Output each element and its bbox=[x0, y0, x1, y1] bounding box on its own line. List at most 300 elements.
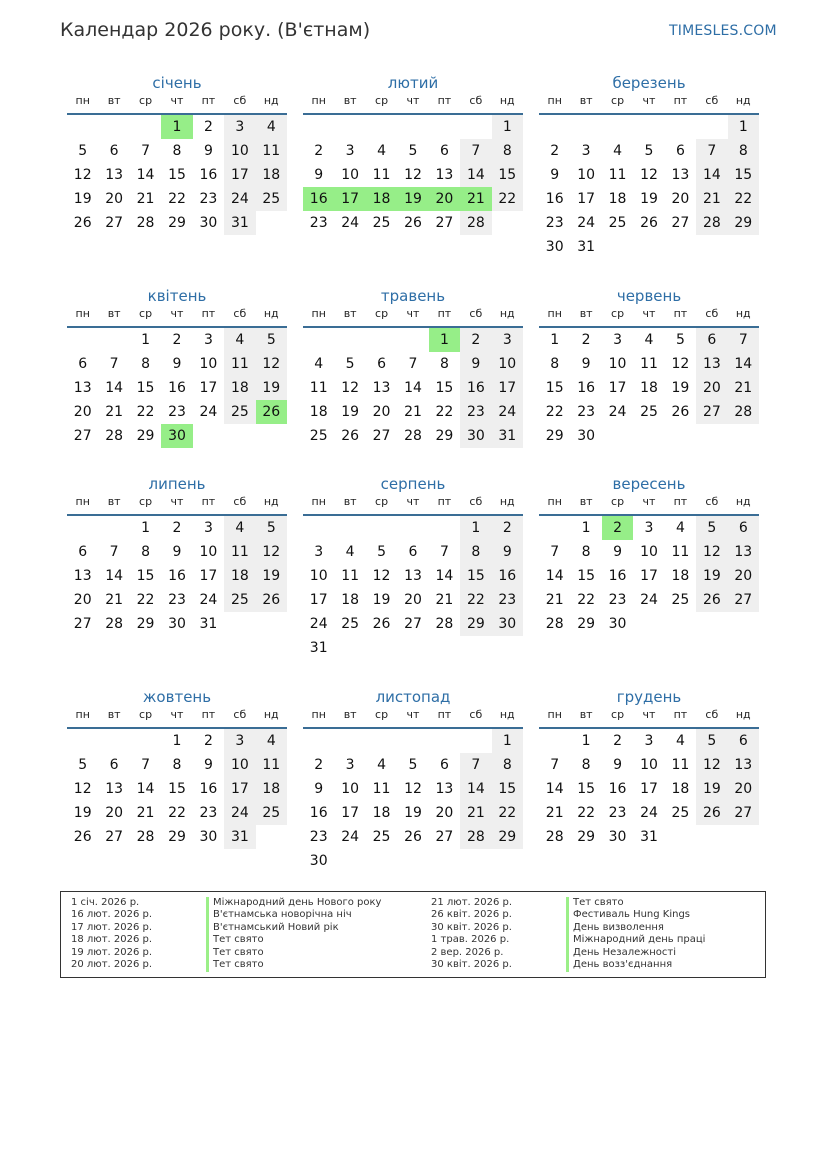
weekday-header bbox=[539, 495, 759, 511]
day-cell: 2 bbox=[172, 332, 182, 348]
day-cell: 11 bbox=[372, 781, 391, 797]
weekday-label: сб bbox=[705, 94, 719, 107]
day-cell: 19 bbox=[640, 191, 658, 207]
weekend-day-cell: 5 bbox=[256, 516, 287, 540]
day-cell: 20 bbox=[372, 404, 391, 420]
day-cell: 23 bbox=[168, 404, 186, 420]
weekend-day-cell: 26 bbox=[696, 588, 727, 612]
weekday-label: пт bbox=[673, 307, 688, 320]
weekday-label: чт bbox=[170, 708, 184, 721]
legend-entry bbox=[61, 959, 761, 972]
weekday-label: сб bbox=[469, 307, 483, 320]
weekend-day-cell: 24 bbox=[492, 400, 523, 424]
day-cell: 22 bbox=[168, 191, 186, 207]
weekday-label: чт bbox=[170, 94, 184, 107]
day-cell: 9 bbox=[613, 757, 623, 773]
weekend-day-cell: 14 bbox=[460, 163, 491, 187]
day-cell: 23 bbox=[199, 191, 218, 207]
day-cell: 24 bbox=[341, 829, 360, 845]
day-cell: 10 bbox=[309, 568, 328, 584]
month-name: травень bbox=[380, 287, 446, 305]
weekend-day-cell: 22 bbox=[460, 588, 491, 612]
day-cell: 9 bbox=[550, 167, 560, 183]
day-grid bbox=[67, 516, 287, 661]
day-cell: 25 bbox=[309, 428, 328, 444]
day-cell: 15 bbox=[168, 167, 186, 183]
weekend-day-cell: 19 bbox=[256, 564, 287, 588]
day-cell: 16 bbox=[168, 568, 186, 584]
day-cell: 28 bbox=[435, 616, 454, 632]
legend-holiday-name: День Незалежності bbox=[566, 947, 676, 960]
weekday-label: пн bbox=[547, 495, 562, 508]
day-cell: 6 bbox=[439, 757, 449, 773]
weekday-label: сб bbox=[233, 495, 247, 508]
month-name: квітень bbox=[147, 287, 207, 305]
weekend-day-cell: 4 bbox=[224, 516, 255, 540]
day-cell: 27 bbox=[105, 829, 124, 845]
day-cell: 27 bbox=[435, 215, 454, 231]
day-cell: 2 bbox=[203, 733, 213, 749]
day-cell: 8 bbox=[141, 544, 151, 560]
weekend-day-cell: 28 bbox=[460, 211, 491, 235]
day-cell: 22 bbox=[136, 404, 155, 420]
day-cell: 26 bbox=[404, 215, 422, 231]
day-cell: 30 bbox=[199, 215, 218, 231]
weekend-day-cell: 28 bbox=[460, 825, 491, 849]
weekday-label: ср bbox=[139, 94, 153, 107]
weekend-day-cell: 12 bbox=[256, 540, 287, 564]
weekday-label: сб bbox=[233, 708, 247, 721]
day-cell: 24 bbox=[608, 404, 627, 420]
day-cell: 1 bbox=[141, 520, 151, 536]
day-cell: 26 bbox=[671, 404, 690, 420]
day-grid bbox=[539, 516, 759, 661]
day-cell: 19 bbox=[372, 592, 391, 608]
day-cell: 14 bbox=[545, 781, 564, 797]
weekday-label: сб bbox=[469, 708, 483, 721]
weekday-label: чт bbox=[642, 94, 656, 107]
weekend-day-cell: 7 bbox=[460, 753, 491, 777]
holiday-day-cell: 16 bbox=[303, 187, 334, 211]
weekend-day-cell: 12 bbox=[696, 753, 727, 777]
weekend-day-cell: 27 bbox=[728, 588, 759, 612]
day-cell: 10 bbox=[341, 167, 360, 183]
weekday-label: сб bbox=[705, 495, 719, 508]
holiday-day-cell: 17 bbox=[334, 187, 365, 211]
day-cell: 25 bbox=[640, 404, 658, 420]
day-cell: 12 bbox=[341, 380, 360, 396]
day-cell: 2 bbox=[314, 757, 324, 773]
weekend-day-cell: 15 bbox=[492, 163, 523, 187]
legend-date: 17 лют. 2026 р. bbox=[71, 921, 153, 933]
day-cell: 13 bbox=[435, 167, 454, 183]
weekday-label: нд bbox=[263, 495, 279, 508]
day-cell: 13 bbox=[372, 380, 391, 396]
day-cell: 6 bbox=[408, 544, 418, 560]
day-cell: 11 bbox=[671, 544, 690, 560]
day-cell: 10 bbox=[640, 544, 658, 560]
legend-holiday-name: Тет свято bbox=[206, 959, 264, 972]
weekend-day-cell: 8 bbox=[728, 139, 759, 163]
month-name: вересень bbox=[612, 475, 686, 493]
weekday-label: сб bbox=[233, 307, 247, 320]
weekday-label: сб bbox=[233, 94, 247, 107]
day-cell: 8 bbox=[172, 143, 182, 159]
weekday-label: нд bbox=[263, 708, 279, 721]
weekday-label: ср bbox=[375, 94, 389, 107]
legend-holiday-name: В'єтнамський Новий рік bbox=[206, 922, 339, 935]
weekend-day-cell: 28 bbox=[728, 400, 759, 424]
day-cell: 4 bbox=[377, 143, 387, 159]
day-cell: 17 bbox=[577, 191, 596, 207]
day-cell: 7 bbox=[439, 544, 449, 560]
day-cell: 8 bbox=[550, 356, 560, 372]
day-cell: 9 bbox=[613, 544, 623, 560]
day-cell: 13 bbox=[73, 568, 92, 584]
weekend-day-cell: 19 bbox=[696, 777, 727, 801]
day-cell: 28 bbox=[105, 428, 124, 444]
day-cell: 19 bbox=[671, 380, 690, 396]
day-cell: 15 bbox=[136, 380, 155, 396]
weekend-day-cell: 4 bbox=[256, 115, 287, 139]
weekday-label: пт bbox=[673, 94, 688, 107]
day-cell: 7 bbox=[550, 757, 560, 773]
day-cell: 2 bbox=[203, 119, 213, 135]
weekday-label: вт bbox=[579, 94, 593, 107]
day-cell: 27 bbox=[671, 215, 690, 231]
holiday-day-cell: 30 bbox=[161, 424, 192, 448]
day-cell: 21 bbox=[545, 805, 564, 821]
legend-date: 20 лют. 2026 р. bbox=[71, 959, 153, 970]
day-cell: 18 bbox=[608, 191, 627, 207]
weekend-day-cell: 19 bbox=[696, 564, 727, 588]
weekday-label: нд bbox=[735, 495, 751, 508]
day-cell: 8 bbox=[581, 757, 591, 773]
weekday-label: пт bbox=[201, 495, 216, 508]
weekday-header bbox=[303, 307, 523, 323]
holiday-day-cell: 1 bbox=[429, 328, 460, 352]
weekend-day-cell: 22 bbox=[492, 801, 523, 825]
legend-date: 19 лют. 2026 р. bbox=[71, 946, 153, 958]
weekday-label: пт bbox=[437, 94, 452, 107]
legend-holiday-name: Фестиваль Hung Kings bbox=[566, 909, 690, 922]
day-cell: 24 bbox=[640, 805, 658, 821]
day-cell: 23 bbox=[577, 404, 596, 420]
weekday-label: чт bbox=[170, 307, 184, 320]
day-cell: 7 bbox=[141, 757, 151, 773]
day-cell: 17 bbox=[199, 380, 218, 396]
weekend-day-cell: 9 bbox=[460, 352, 491, 376]
day-cell: 12 bbox=[671, 356, 690, 372]
weekend-day-cell: 16 bbox=[492, 564, 523, 588]
day-cell: 31 bbox=[577, 239, 596, 255]
day-cell: 22 bbox=[136, 592, 155, 608]
weekend-day-cell: 25 bbox=[224, 400, 255, 424]
day-cell: 20 bbox=[435, 805, 454, 821]
weekday-header bbox=[303, 495, 523, 511]
day-cell: 6 bbox=[78, 356, 88, 372]
day-grid bbox=[539, 729, 759, 874]
weekday-label: пт bbox=[201, 307, 216, 320]
day-cell: 26 bbox=[73, 829, 92, 845]
weekday-label: чт bbox=[406, 495, 420, 508]
day-cell: 29 bbox=[545, 428, 564, 444]
brand-link[interactable]: TIMESLES.COM bbox=[669, 23, 777, 39]
day-cell: 6 bbox=[377, 356, 387, 372]
day-cell: 5 bbox=[78, 757, 88, 773]
legend-date: 1 трав. 2026 р. bbox=[431, 934, 510, 946]
weekday-label: пн bbox=[547, 94, 562, 107]
day-cell: 20 bbox=[73, 592, 92, 608]
day-cell: 4 bbox=[314, 356, 324, 372]
holiday-day-cell: 21 bbox=[460, 187, 491, 211]
weekend-day-cell: 3 bbox=[224, 729, 255, 753]
holiday-legend bbox=[60, 891, 766, 978]
day-cell: 22 bbox=[168, 805, 186, 821]
weekday-label: нд bbox=[735, 708, 751, 721]
day-cell: 18 bbox=[341, 592, 360, 608]
day-cell: 4 bbox=[675, 733, 685, 749]
legend-entry bbox=[61, 897, 761, 910]
weekend-day-cell: 6 bbox=[728, 516, 759, 540]
legend-date: 16 лют. 2026 р. bbox=[71, 909, 153, 921]
weekend-day-cell: 25 bbox=[224, 588, 255, 612]
weekend-day-cell: 7 bbox=[460, 139, 491, 163]
weekday-label: сб bbox=[705, 307, 719, 320]
weekday-label: ср bbox=[375, 708, 389, 721]
holiday-day-cell: 26 bbox=[256, 400, 287, 424]
weekday-label: вт bbox=[343, 495, 357, 508]
weekend-day-cell: 19 bbox=[256, 376, 287, 400]
day-cell: 23 bbox=[545, 215, 564, 231]
day-cell: 12 bbox=[73, 167, 92, 183]
weekday-label: вт bbox=[579, 708, 593, 721]
weekday-label: чт bbox=[642, 495, 656, 508]
day-cell: 4 bbox=[644, 332, 654, 348]
weekend-day-cell: 31 bbox=[492, 424, 523, 448]
weekday-label: вт bbox=[107, 708, 121, 721]
weekday-header bbox=[539, 94, 759, 110]
day-cell: 18 bbox=[640, 380, 658, 396]
weekday-label: ср bbox=[611, 708, 625, 721]
day-cell: 20 bbox=[105, 805, 124, 821]
day-cell: 25 bbox=[671, 592, 690, 608]
weekend-day-cell: 15 bbox=[492, 777, 523, 801]
day-cell: 12 bbox=[404, 167, 422, 183]
day-cell: 18 bbox=[671, 781, 690, 797]
weekend-day-cell: 10 bbox=[492, 352, 523, 376]
day-cell: 21 bbox=[545, 592, 564, 608]
day-cell: 17 bbox=[640, 781, 658, 797]
weekday-label: пт bbox=[437, 708, 452, 721]
day-grid bbox=[303, 115, 523, 260]
day-cell: 29 bbox=[168, 829, 186, 845]
day-cell: 6 bbox=[675, 143, 685, 159]
day-cell: 17 bbox=[341, 805, 360, 821]
weekday-label: пн bbox=[547, 307, 562, 320]
day-cell: 9 bbox=[314, 781, 324, 797]
weekday-label: вт bbox=[107, 495, 121, 508]
weekend-day-cell: 8 bbox=[460, 540, 491, 564]
day-cell: 14 bbox=[435, 568, 454, 584]
weekday-label: пн bbox=[75, 94, 90, 107]
day-cell: 15 bbox=[435, 380, 454, 396]
day-cell: 20 bbox=[73, 404, 92, 420]
day-cell: 30 bbox=[199, 829, 218, 845]
weekday-label: пн bbox=[75, 307, 90, 320]
day-cell: 28 bbox=[545, 829, 564, 845]
weekday-label: вт bbox=[343, 94, 357, 107]
day-cell: 11 bbox=[372, 167, 391, 183]
weekend-day-cell: 31 bbox=[224, 211, 255, 235]
day-cell: 8 bbox=[172, 757, 182, 773]
day-cell: 13 bbox=[671, 167, 690, 183]
weekend-day-cell: 11 bbox=[256, 139, 287, 163]
weekend-day-cell: 21 bbox=[728, 376, 759, 400]
month-name: березень bbox=[612, 74, 686, 92]
weekend-day-cell: 14 bbox=[460, 777, 491, 801]
day-cell: 15 bbox=[577, 781, 596, 797]
day-cell: 3 bbox=[644, 733, 654, 749]
day-cell: 5 bbox=[408, 143, 418, 159]
weekend-day-cell: 1 bbox=[492, 729, 523, 753]
weekend-day-cell: 16 bbox=[460, 376, 491, 400]
day-cell: 11 bbox=[309, 380, 328, 396]
legend-holiday-name: В'єтнамська новорічна ніч bbox=[206, 909, 352, 922]
day-cell: 17 bbox=[640, 568, 658, 584]
holiday-day-cell: 20 bbox=[429, 187, 460, 211]
weekend-day-cell: 26 bbox=[256, 588, 287, 612]
day-cell: 2 bbox=[581, 332, 591, 348]
day-cell: 1 bbox=[550, 332, 560, 348]
day-cell: 12 bbox=[640, 167, 658, 183]
weekend-day-cell: 6 bbox=[728, 729, 759, 753]
day-cell: 12 bbox=[372, 568, 391, 584]
day-cell: 20 bbox=[671, 191, 690, 207]
day-cell: 16 bbox=[199, 167, 218, 183]
day-cell: 17 bbox=[309, 592, 328, 608]
legend-holiday-name: Міжнародний день Нового року bbox=[206, 897, 381, 910]
day-cell: 22 bbox=[577, 592, 596, 608]
weekend-day-cell: 6 bbox=[696, 328, 727, 352]
day-cell: 3 bbox=[581, 143, 591, 159]
day-cell: 3 bbox=[314, 544, 324, 560]
weekend-day-cell: 13 bbox=[696, 352, 727, 376]
weekend-day-cell: 14 bbox=[728, 352, 759, 376]
day-cell: 1 bbox=[141, 332, 151, 348]
legend-holiday-name: Тет свято bbox=[206, 947, 264, 960]
legend-holiday-name: Тет свято bbox=[206, 934, 264, 947]
weekday-label: пн bbox=[75, 495, 90, 508]
day-cell: 3 bbox=[345, 757, 355, 773]
day-cell: 4 bbox=[377, 757, 387, 773]
weekday-label: пт bbox=[673, 708, 688, 721]
day-cell: 21 bbox=[136, 191, 155, 207]
day-cell: 9 bbox=[203, 143, 213, 159]
day-cell: 30 bbox=[608, 616, 627, 632]
weekday-label: чт bbox=[406, 94, 420, 107]
day-cell: 19 bbox=[73, 191, 92, 207]
day-cell: 9 bbox=[172, 356, 182, 372]
day-cell: 14 bbox=[545, 568, 564, 584]
day-cell: 13 bbox=[105, 167, 124, 183]
day-cell: 5 bbox=[644, 143, 654, 159]
day-cell: 28 bbox=[105, 616, 124, 632]
day-cell: 30 bbox=[608, 829, 627, 845]
weekday-label: вт bbox=[343, 307, 357, 320]
weekend-day-cell: 8 bbox=[492, 753, 523, 777]
weekday-header bbox=[67, 495, 287, 511]
day-cell: 12 bbox=[404, 781, 422, 797]
legend-date: 30 квіт. 2026 р. bbox=[431, 921, 512, 933]
day-cell: 21 bbox=[105, 404, 124, 420]
weekend-day-cell: 24 bbox=[224, 187, 255, 211]
weekday-label: пт bbox=[201, 94, 216, 107]
legend-date: 26 квіт. 2026 р. bbox=[431, 909, 512, 921]
weekday-label: пт bbox=[437, 495, 452, 508]
day-cell: 10 bbox=[640, 757, 658, 773]
legend-date: 2 вер. 2026 р. bbox=[431, 946, 504, 958]
weekday-label: чт bbox=[406, 708, 420, 721]
holiday-day-cell: 19 bbox=[397, 187, 428, 211]
day-cell: 1 bbox=[172, 733, 182, 749]
weekday-header bbox=[303, 708, 523, 724]
weekday-label: пн bbox=[547, 708, 562, 721]
day-cell: 4 bbox=[675, 520, 685, 536]
weekend-day-cell: 10 bbox=[224, 753, 255, 777]
weekend-day-cell: 27 bbox=[728, 801, 759, 825]
weekend-day-cell: 20 bbox=[728, 564, 759, 588]
day-cell: 18 bbox=[309, 404, 328, 420]
weekend-day-cell: 7 bbox=[728, 328, 759, 352]
weekday-label: нд bbox=[499, 307, 515, 320]
weekend-day-cell: 3 bbox=[224, 115, 255, 139]
day-cell: 20 bbox=[404, 592, 422, 608]
weekend-day-cell: 1 bbox=[492, 115, 523, 139]
legend-entry bbox=[61, 909, 761, 922]
weekday-header bbox=[67, 94, 287, 110]
month-name: жовтень bbox=[142, 688, 212, 706]
day-grid bbox=[539, 328, 759, 473]
day-cell: 10 bbox=[341, 781, 360, 797]
weekday-label: нд bbox=[499, 94, 515, 107]
weekday-label: сб bbox=[469, 94, 483, 107]
day-cell: 6 bbox=[109, 757, 119, 773]
weekend-day-cell: 13 bbox=[728, 540, 759, 564]
day-cell: 27 bbox=[404, 616, 422, 632]
day-cell: 31 bbox=[309, 640, 328, 656]
day-cell: 17 bbox=[608, 380, 627, 396]
weekday-header bbox=[303, 94, 523, 110]
day-grid bbox=[539, 115, 759, 260]
weekday-label: нд bbox=[735, 307, 751, 320]
weekend-day-cell: 17 bbox=[224, 163, 255, 187]
day-cell: 16 bbox=[168, 380, 186, 396]
weekend-day-cell: 20 bbox=[728, 777, 759, 801]
day-cell: 7 bbox=[109, 544, 119, 560]
day-cell: 30 bbox=[545, 239, 564, 255]
day-cell: 1 bbox=[581, 520, 591, 536]
day-grid bbox=[303, 328, 523, 473]
weekday-label: ср bbox=[139, 708, 153, 721]
day-cell: 20 bbox=[105, 191, 124, 207]
legend-holiday-name: День возз'єднання bbox=[566, 959, 672, 972]
day-cell: 24 bbox=[309, 616, 328, 632]
weekend-day-cell: 18 bbox=[224, 376, 255, 400]
day-cell: 6 bbox=[109, 143, 119, 159]
day-cell: 27 bbox=[73, 428, 92, 444]
weekday-label: ср bbox=[139, 495, 153, 508]
